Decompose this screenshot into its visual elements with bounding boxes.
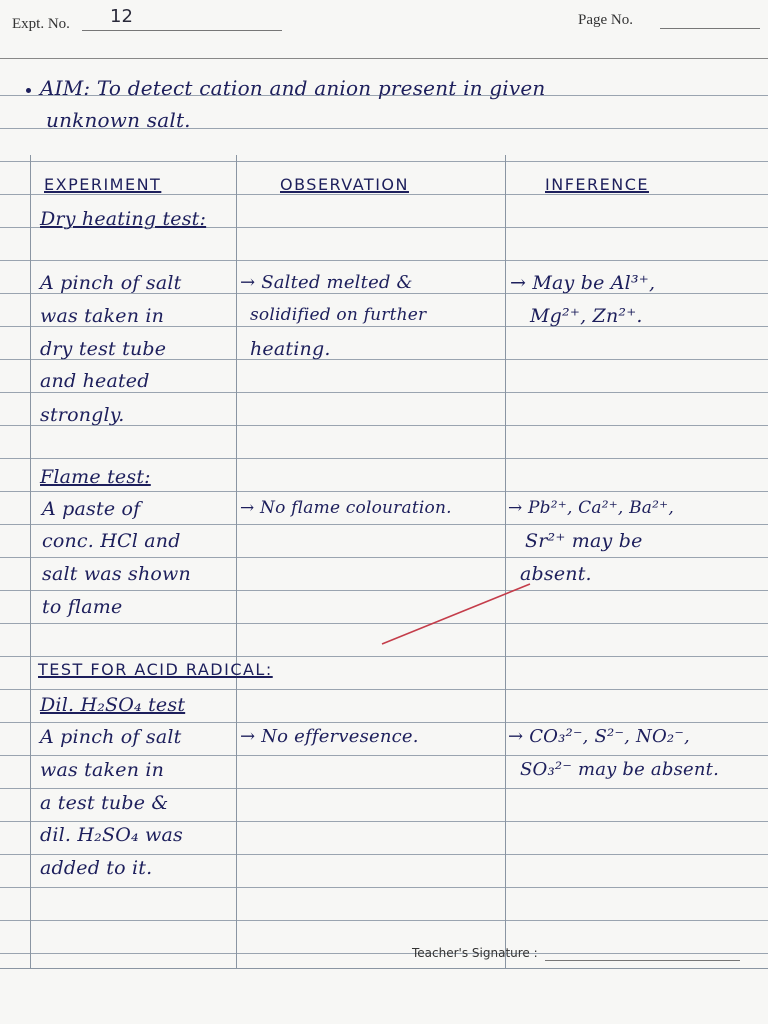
acid-exp-line: dil. H₂SO₄ was [40, 824, 183, 846]
header-divider [0, 58, 768, 59]
aim-line-1: AIM: To detect cation and anion present in given [40, 76, 546, 100]
acid-inf-line: SO₃²⁻ may be absent. [520, 759, 720, 780]
dry-obs-line: heating. [250, 338, 331, 360]
dry-heating-title: Dry heating test: [40, 208, 207, 230]
column-divider-1 [236, 155, 237, 970]
red-check-mark [380, 580, 540, 650]
teacher-signature-label: Teacher's Signature : [412, 946, 538, 960]
acid-obs-line: → No effervesence. [240, 726, 419, 747]
flame-exp-line: conc. HCl and [42, 530, 181, 552]
column-header-observation: OBSERVATION [280, 175, 409, 194]
flame-exp-line: A paste of [42, 498, 141, 520]
dry-exp-line: A pinch of salt [40, 272, 182, 294]
page-no-label: Page No. [578, 12, 633, 28]
acid-exp-line: added to it. [40, 857, 153, 879]
flame-inf-line: Sr²⁺ may be [525, 530, 643, 552]
acid-inf-line: → CO₃²⁻, S²⁻, NO₂⁻, [508, 726, 690, 747]
teacher-signature-line [545, 960, 740, 961]
dry-inf-line: Mg²⁺, Zn²⁺. [530, 305, 643, 327]
column-header-inference: INFERENCE [545, 175, 649, 194]
dry-obs-line: → Salted melted & [240, 272, 413, 293]
column-divider-2 [505, 155, 506, 970]
dry-inf-line: → May be Al³⁺, [510, 272, 656, 294]
flame-inf-line: absent. [520, 563, 592, 585]
expt-no-value: 12 [110, 6, 133, 27]
acid-exp-line: was taken in [40, 759, 165, 781]
dry-exp-line: and heated [40, 370, 150, 392]
page-footer [0, 968, 768, 1024]
acid-radical-heading: TEST FOR ACID RADICAL: [38, 660, 273, 679]
dry-exp-line: strongly. [40, 404, 125, 426]
aim-line-2: unknown salt. [46, 108, 191, 132]
acid-exp-line: A pinch of salt [40, 726, 182, 748]
flame-test-title: Flame test: [40, 466, 151, 488]
table-left-rule [30, 155, 31, 970]
flame-obs-line: → No flame colouration. [240, 498, 452, 518]
flame-exp-line: to flame [42, 596, 123, 618]
dry-exp-line: dry test tube [40, 338, 167, 360]
acid-test-title: Dil. H₂SO₄ test [40, 694, 186, 716]
page-no-rule [660, 28, 760, 29]
acid-exp-line: a test tube & [40, 792, 169, 814]
bullet-icon [26, 88, 31, 93]
flame-exp-line: salt was shown [42, 563, 191, 585]
expt-no-label: Expt. No. [12, 16, 70, 32]
expt-no-rule [82, 30, 282, 31]
column-header-experiment: EXPERIMENT [44, 175, 162, 194]
dry-obs-line: solidified on further [250, 305, 427, 325]
dry-exp-line: was taken in [40, 305, 165, 327]
flame-inf-line: → Pb²⁺, Ca²⁺, Ba²⁺, [508, 498, 674, 518]
